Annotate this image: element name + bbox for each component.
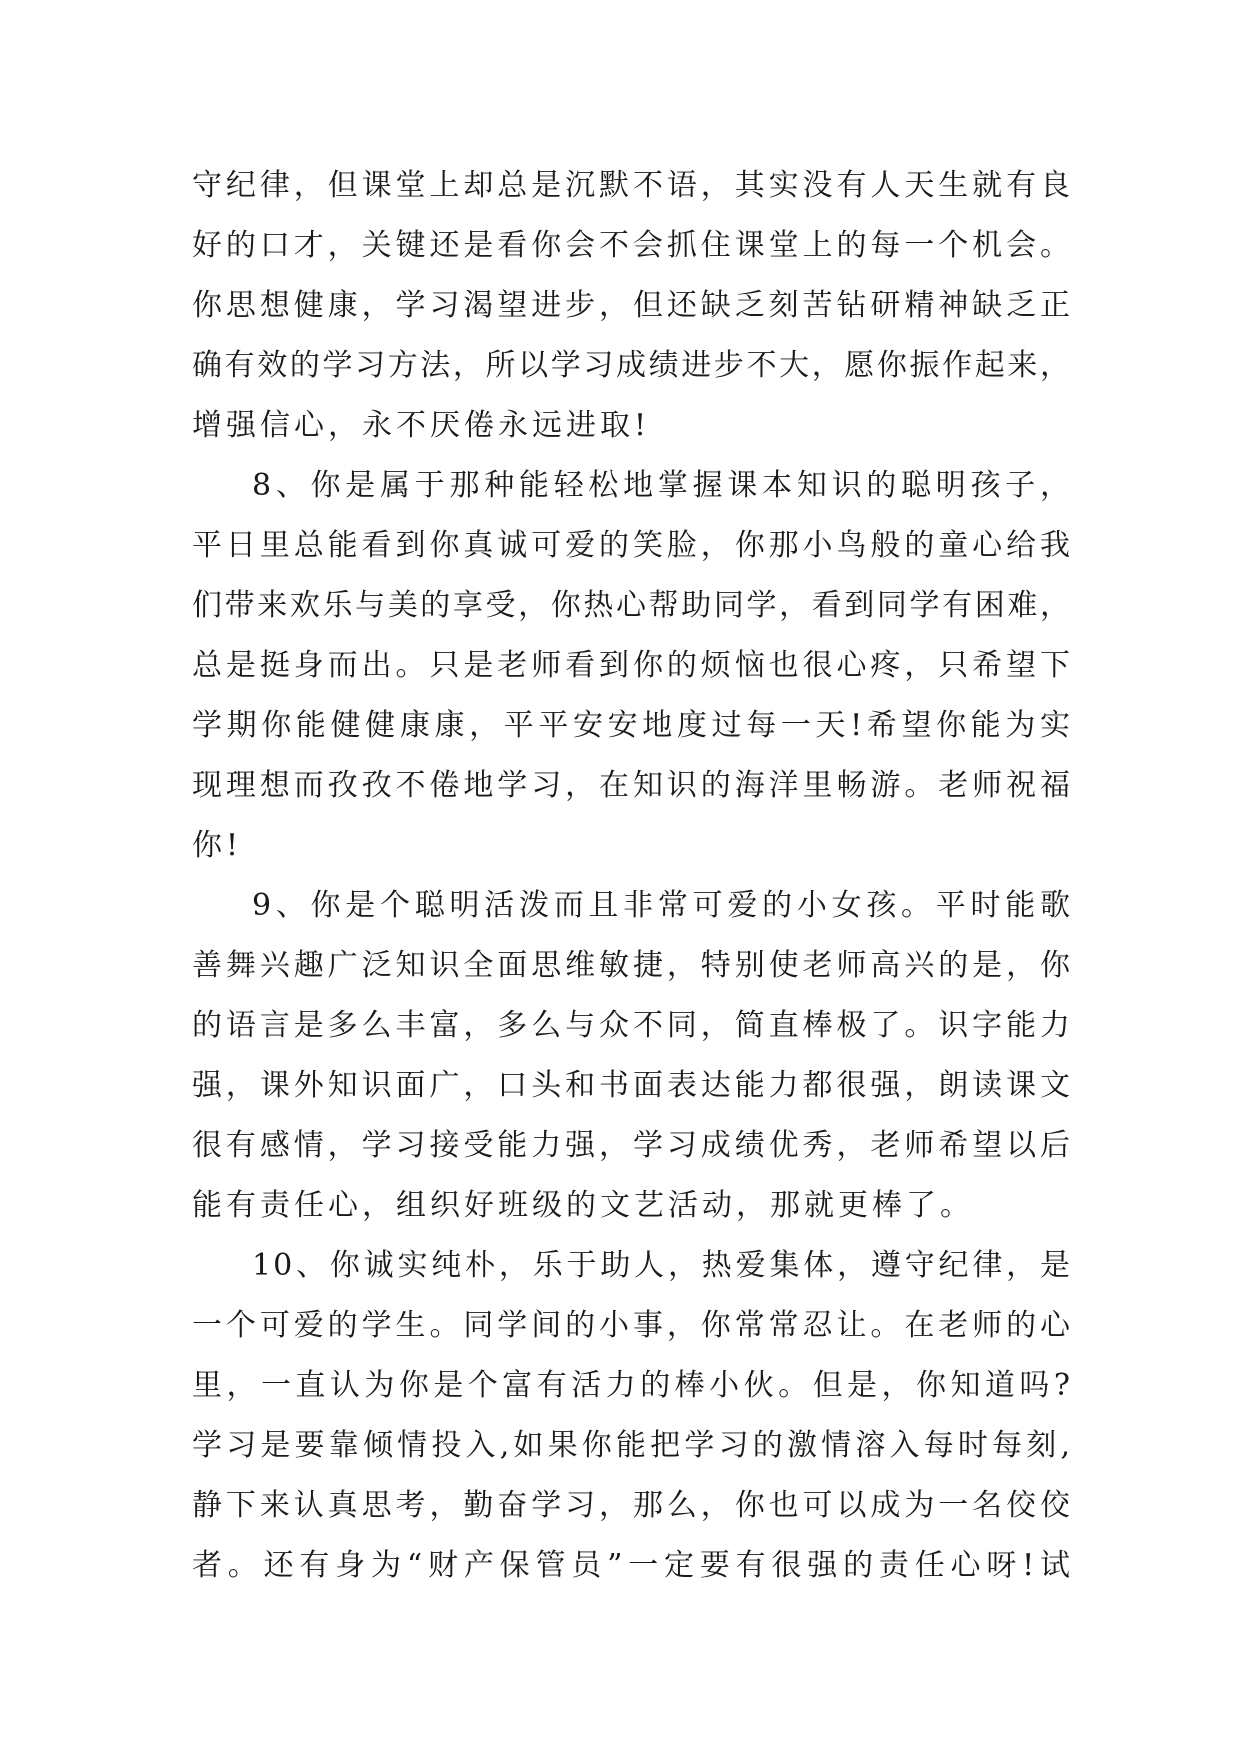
text-line: 能有责任心，组织好班级的文艺活动，那就更棒了。 bbox=[192, 1188, 974, 1223]
text-line: 增强信心，永不厌倦永远进取! bbox=[192, 408, 651, 443]
text-line: 很有感情，学习接受能力强，学习成绩优秀，老师希望以后 bbox=[192, 1128, 1072, 1163]
text-line: 善舞兴趣广泛知识全面思维敏捷，特别使老师高兴的是，你 bbox=[192, 948, 1072, 983]
text-line: 学习是要靠倾情投入,如果你能把学习的激情溶入每时每刻, bbox=[192, 1428, 1072, 1463]
text-line: 你思想健康，学习渴望进步，但还缺乏刻苦钻研精神缺乏正 bbox=[192, 288, 1072, 323]
text-line: 守纪律，但课堂上却总是沉默不语，其实没有人天生就有良 bbox=[192, 168, 1072, 203]
text-line: 你! bbox=[192, 828, 243, 863]
text-line: 们带来欢乐与美的享受，你热心帮助同学，看到同学有困难， bbox=[192, 588, 1072, 623]
text-line: 总是挺身而出。只是老师看到你的烦恼也很心疼，只希望下 bbox=[192, 648, 1072, 683]
text-line: 现理想而孜孜不倦地学习，在知识的海洋里畅游。老师祝福 bbox=[192, 768, 1072, 803]
text-line: 确有效的学习方法，所以学习成绩进步不大，愿你振作起来， bbox=[192, 348, 1072, 383]
text-line: 静下来认真思考，勤奋学习，那么，你也可以成为一名佼佼 bbox=[192, 1488, 1072, 1523]
text-line: 强，课外知识面广，口头和书面表达能力都很强，朗读课文 bbox=[192, 1068, 1072, 1103]
paragraph-first-line: 8、你是属于那种能轻松地掌握课本知识的聪明孩子， bbox=[252, 468, 1072, 503]
text-line: 平日里总能看到你真诚可爱的笑脸，你那小鸟般的童心给我 bbox=[192, 528, 1072, 563]
document-body bbox=[192, 156, 1072, 1596]
paragraph-first-line: 9、你是个聪明活泼而且非常可爱的小女孩。平时能歌 bbox=[252, 888, 1072, 923]
text-line: 者。还有身为“财产保管员”一定要有很强的责任心呀!试 bbox=[192, 1548, 1072, 1583]
text-line: 好的口才，关键还是看你会不会抓住课堂上的每一个机会。 bbox=[192, 228, 1072, 263]
text-line: 一个可爱的学生。同学间的小事，你常常忍让。在老师的心 bbox=[192, 1308, 1072, 1343]
text-line: 学期你能健健康康，平平安安地度过每一天!希望你能为实 bbox=[192, 708, 1072, 743]
text-line: 的语言是多么丰富，多么与众不同，简直棒极了。识字能力 bbox=[192, 1008, 1072, 1043]
paragraph-first-line: 10、你诚实纯朴，乐于助人，热爱集体，遵守纪律，是 bbox=[252, 1248, 1072, 1283]
text-line: 里，一直认为你是个富有活力的棒小伙。但是，你知道吗? bbox=[192, 1368, 1072, 1403]
